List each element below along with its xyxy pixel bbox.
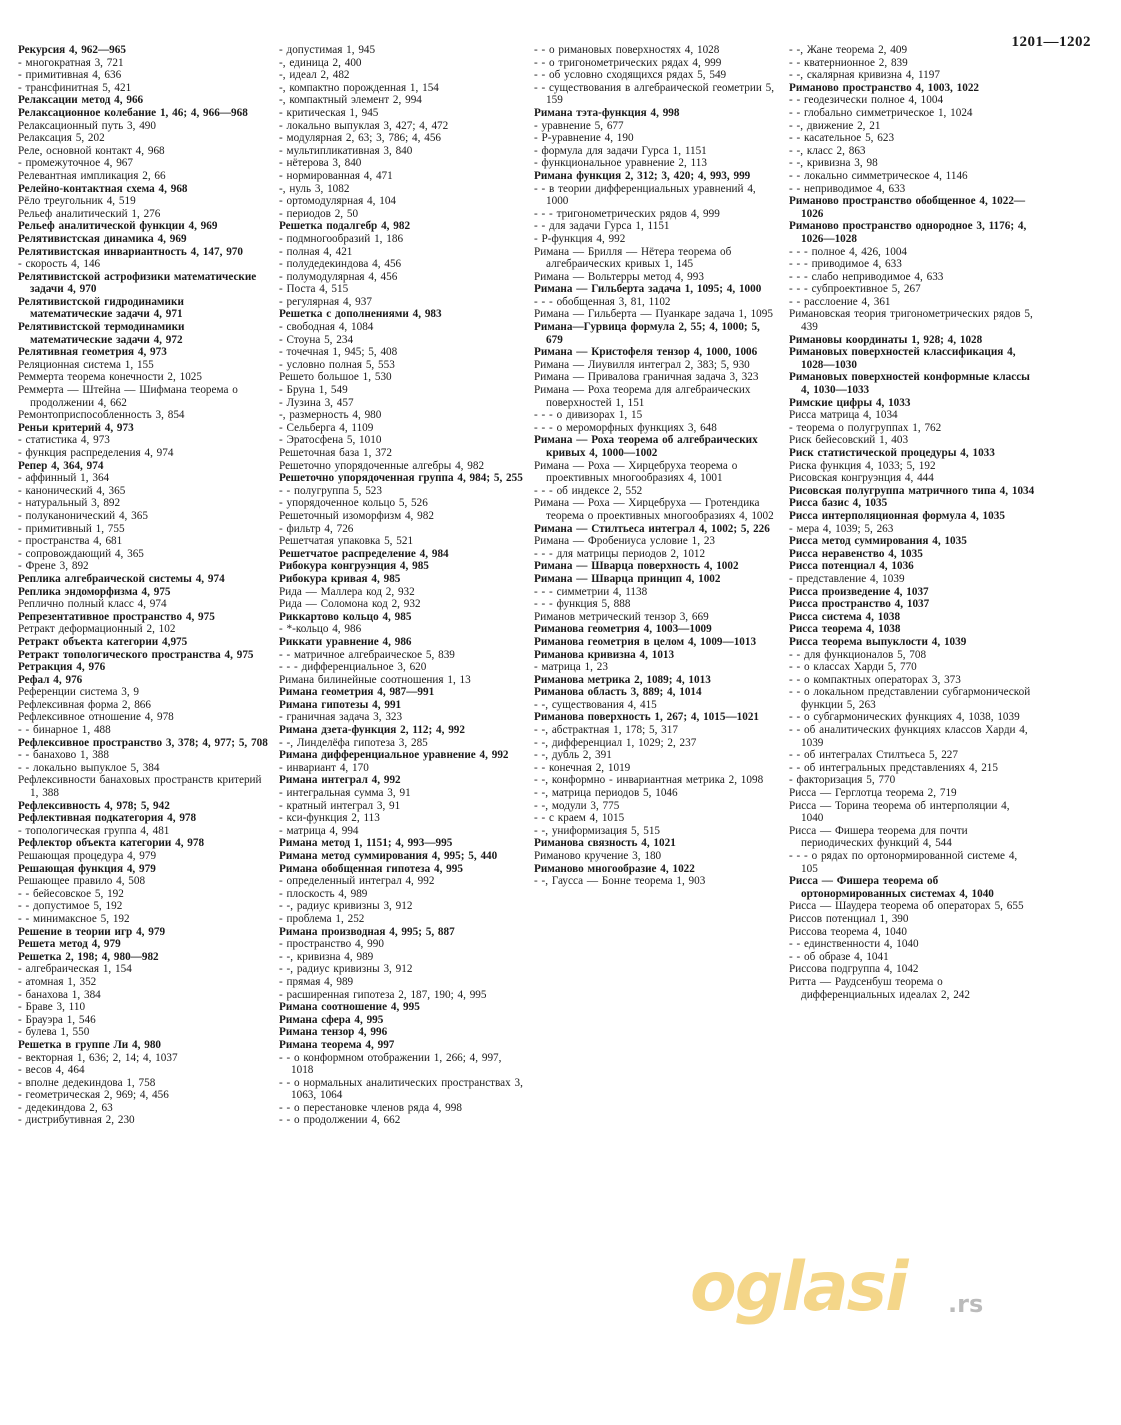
index-entry: - пространства 4, 681	[18, 535, 123, 548]
index-entry: - Браве 3, 110	[18, 1001, 86, 1014]
index-entry: - - существования в алгебраической геометрии 5, 159	[534, 81, 775, 107]
index-heading-entry: Рельеф аналитической функции 4, 969	[18, 220, 218, 233]
index-heading-entry: Решетчатое распределение 4, 984	[279, 547, 449, 560]
index-entry: Рефлексивная форма 2, 866	[18, 698, 151, 711]
index-entry: - -, конформно - инвариантная метрика 2, 1098	[534, 774, 764, 787]
index-heading-entry: Римана интеграл 4, 992	[279, 774, 401, 787]
index-entry: - - об интегралах Стилтьеса 5, 227	[789, 749, 958, 762]
index-heading-entry: Римана — Кристофеля тензор 4, 1000, 1006	[534, 346, 758, 359]
index-entry: - дистрибутивная 2, 230	[18, 1114, 135, 1127]
index-heading-entry: Релятивистская инвариантность 4, 147, 970	[18, 245, 243, 258]
index-heading-entry: Ретракция 4, 976	[18, 661, 106, 674]
index-heading-entry: Рибокура конгруэнция 4, 985	[279, 560, 429, 573]
index-entry: Решеточная база 1, 372	[279, 447, 392, 459]
index-entry: - -, класс 2, 863	[789, 144, 866, 157]
index-entry: - -, модули 3, 775	[534, 799, 620, 812]
index-entry: Римана — Роха теорема для алгебраических поверхностей 1, 151	[534, 384, 751, 409]
index-entry: - аффинный 1, 364	[18, 472, 110, 485]
index-entry: - - о римановых поверхностях 4, 1028	[534, 44, 720, 56]
index-entry: - геометрическая 2, 969; 4, 456	[18, 1089, 169, 1102]
index-entry: - допустимая 1, 945	[279, 44, 376, 56]
index-heading-entry: Релятивистской гидродинамики математические задачи 4, 971	[18, 295, 184, 321]
index-entry: - - о компактных операторах 3, 373	[789, 673, 961, 686]
index-heading-entry: Римановы координаты 1, 928; 4, 1028	[789, 333, 983, 346]
index-entry: Реплично полный класс 4, 974	[18, 598, 167, 611]
index-entry: - - локально симметрическое 4, 1146	[789, 169, 968, 182]
index-entry: - функция распределения 4, 974	[18, 447, 174, 459]
index-entry: - - неприводимое 4, 633	[789, 182, 906, 195]
index-entry: - граничная задача 3, 323	[279, 711, 403, 724]
index-entry: - полуканонический 4, 365	[18, 509, 148, 522]
index-heading-entry: Римановых поверхностей конформные классы 4, 1030—1033	[789, 371, 1030, 397]
index-entry: Рисовская конгруэнция 4, 444	[789, 472, 934, 485]
index-entry: - - - приводимое 4, 633	[789, 258, 902, 271]
index-columns	[18, 44, 1113, 1414]
index-entry: Рисса — Шаудера теорема об операторах 5, 655	[789, 900, 1024, 913]
index-entry: - функциональное уравнение 2, 113	[534, 157, 707, 170]
index-entry: - локально выпуклая 3, 427; 4, 472	[279, 119, 449, 132]
index-entry: - - о субгармонических функциях 4, 1038, 1039	[789, 711, 1020, 724]
index-entry: -, единица 2, 400	[279, 56, 362, 69]
index-entry: - - - дифференциальное 3, 620	[279, 661, 427, 674]
index-heading-entry: Римана функция 2, 312; 3, 420; 4, 993, 999	[534, 169, 751, 182]
index-entry: - булева 1, 550	[18, 1026, 90, 1039]
index-heading-entry: Риманова поверхность 1, 267; 4, 1015—1021	[534, 711, 760, 724]
index-entry: - - о классах Харди 5, 770	[789, 661, 917, 674]
index-entry: - сопровождающий 4, 365	[18, 547, 144, 560]
index-entry: - банахова 1, 384	[18, 988, 101, 1001]
index-heading-entry: Реплика алгебраической системы 4, 974	[18, 572, 225, 585]
index-heading-entry: Риманова геометрия в целом 4, 1009—1013	[534, 635, 757, 648]
index-entry: -, компактно порожденная 1, 154	[279, 81, 439, 94]
index-entry: Римановская теория тригонометрических рядов 5, 439	[789, 308, 1033, 334]
index-entry: Реммерта теорема конечности 2, 1025	[18, 371, 202, 384]
index-heading-entry: Римана обобщенная гипотеза 4, 995	[279, 862, 463, 875]
index-entry: - - - слабо неприводимое 4, 633	[789, 270, 944, 283]
index-heading-entry: Римана теорема 4, 997	[279, 1038, 395, 1051]
index-heading-entry: Репер 4, 364, 974	[18, 459, 104, 472]
index-heading-entry: Релятивная геометрия 4, 973	[18, 346, 167, 359]
index-entry: - - касательное 5, 623	[789, 132, 895, 145]
index-heading-entry: Реньи критерий 4, 973	[18, 421, 134, 434]
index-entry: Решающая процедура 4, 979	[18, 850, 157, 862]
index-entry: - -, скалярная кривизна 4, 1197	[789, 69, 940, 82]
index-entry: Рида — Маллера код 2, 932	[279, 585, 415, 598]
index-entry: - -, абстрактная 1, 178; 5, 317	[534, 724, 678, 737]
index-entry: - полумодулярная 4, 456	[279, 270, 398, 283]
index-heading-entry: Ретракт объекта категории 4,975	[18, 635, 188, 648]
index-entry: - определенный интеграл 4, 992	[279, 875, 435, 888]
index-heading-entry: Рисса теорема 4, 1038	[789, 623, 901, 636]
index-entry: - дедекиндова 2, 63	[18, 1101, 113, 1114]
index-heading-entry: Рисса — Фишера теорема об ортонормированных системах 4, 1040	[789, 875, 994, 900]
index-heading-entry: Решеточно упорядоченная группа 4, 984; 5, 255	[279, 472, 523, 485]
index-entry: Рисса — Герглотца теорема 2, 719	[789, 787, 957, 800]
index-entry: - -, радиус кривизны 3, 912	[279, 900, 413, 913]
index-heading-entry: Римана—Гурвица формула 2, 55; 4, 1000; 5, 679	[534, 321, 760, 346]
index-entry: - - - об индексе 2, 552	[534, 484, 643, 497]
index-entry: - инвариант 4, 170	[279, 761, 369, 774]
index-entry: Римана — Роха — Хирцебруха теорема о проективных многообразиях 4, 1001	[534, 459, 738, 485]
index-entry: - - о перестановке членов ряда 4, 998	[279, 1101, 462, 1114]
index-entry: - полная 4, 421	[279, 245, 353, 258]
index-entry: Решеточный изоморфизм 4, 982	[279, 509, 434, 522]
index-entry: - - для задачи Гурса 1, 1151	[534, 220, 670, 233]
index-heading-entry: Риманова кривизна 4, 1013	[534, 648, 675, 661]
index-heading-entry: Римана метод 1, 1151; 4, 993—995	[279, 837, 453, 850]
index-entry: - -, кривизна 3, 98	[789, 157, 878, 170]
index-heading-entry: Римана сфера 4, 995	[279, 1013, 384, 1026]
index-heading-entry: Релейно-контактная схема 4, 968	[18, 182, 188, 195]
index-heading-entry: Релятивистской термодинамики математические задачи 4, 972	[18, 321, 185, 346]
index-entry: - - конечная 2, 1019	[534, 761, 631, 774]
index-heading-entry: Риманово пространство обобщенное 4, 1022—1026	[789, 195, 1026, 220]
index-entry: -, идеал 2, 482	[279, 69, 350, 82]
index-heading-entry: Релаксации метод 4, 966	[18, 94, 144, 107]
index-entry: Римана билинейные соотношения 1, 13	[279, 673, 471, 686]
index-heading-entry: Рибокура кривая 4, 985	[279, 572, 401, 585]
index-entry: Рефлексивности банаховых пространств критерий 1, 388	[18, 774, 262, 800]
index-entry: - - локально выпуклое 5, 384	[18, 761, 160, 774]
index-heading-entry: Релаксационное колебание 1, 46; 4, 966—968	[18, 106, 248, 119]
index-entry: - - об образе 4, 1041	[789, 950, 889, 963]
index-entry: Рисса — Фишера теорема для почти периодических функций 4, 544	[789, 824, 968, 850]
index-entry: - -, Линделёфа гипотеза 3, 285	[279, 736, 428, 749]
index-heading-entry: Риманова область 3, 889; 4, 1014	[534, 686, 702, 699]
index-heading-entry: Релятивистской астрофизики математические задачи 4, 970	[18, 270, 257, 296]
index-heading-entry: Решетка с дополнениями 4, 983	[279, 308, 442, 321]
index-heading-entry: Рисса пространство 4, 1037	[789, 598, 930, 611]
index-entry: - - с краем 4, 1015	[534, 812, 625, 825]
index-entry: - Эратосфена 5, 1010	[279, 434, 382, 447]
index-entry: - - - субпроективное 5, 267	[789, 283, 921, 296]
index-entry: - мера 4, 1039; 5, 263	[789, 522, 894, 535]
index-entry: - факторизация 5, 770	[789, 774, 896, 787]
index-entry: Римана — Вольтерры метод 4, 993	[534, 270, 704, 283]
index-entry: - многократная 3, 721	[18, 56, 124, 69]
index-entry: - примитивный 1, 755	[18, 522, 125, 535]
index-heading-entry: Рисса базис 4, 1035	[789, 497, 888, 510]
index-entry: - алгебраическая 1, 154	[18, 963, 132, 976]
index-heading-entry: Рисса система 4, 1038	[789, 610, 901, 623]
index-entry: Римана — Гильберта — Пуанкаре задача 1, 1095	[534, 308, 773, 321]
index-entry: Римана — Роха — Хирцебруха — Гротендика теорема о проективных многообразиях 4, 1002	[534, 497, 774, 522]
index-entry: Рефлексивное отношение 4, 978	[18, 711, 174, 724]
index-entry: - пространство 4, 990	[279, 938, 384, 951]
index-heading-entry: Решетка 2, 198; 4, 980—982	[18, 950, 159, 963]
index-heading-entry: Релятивистская динамика 4, 969	[18, 232, 187, 245]
index-entry: - -, кривизна 4, 989	[279, 950, 374, 963]
index-heading-entry: Рисса произведение 4, 1037	[789, 585, 929, 598]
index-entry: - -, униформизация 5, 515	[534, 824, 661, 837]
index-heading-entry: Римана геометрия 4, 987—991	[279, 686, 435, 699]
index-heading-entry: Римана гипотезы 4, 991	[279, 698, 402, 711]
watermark-logo: oglasi	[690, 1248, 907, 1327]
index-column-4	[789, 44, 1035, 1414]
index-entry: Реле, основной контакт 4, 968	[18, 144, 165, 157]
index-entry: -, нуль 3, 1082	[279, 182, 350, 195]
index-entry: Риманово кручение 3, 180	[534, 850, 662, 862]
index-heading-entry: Решетка в группе Ли 4, 980	[18, 1038, 162, 1051]
index-entry: - -, радиус кривизны 3, 912	[279, 963, 413, 976]
index-entry: - уравнение 5, 677	[534, 119, 624, 132]
index-heading-entry: Решающая функция 4, 979	[18, 862, 156, 875]
index-entry: - нормированная 4, 471	[279, 169, 393, 182]
index-entry: - - бейесовское 5, 192	[18, 887, 124, 900]
index-heading-entry: Римана дифференциальное уравнение 4, 992	[279, 749, 509, 762]
index-entry: Риска функция 4, 1033; 5, 192	[789, 459, 936, 472]
index-entry: - - о локальном представлении субгармонической функции 5, 263	[789, 686, 1031, 711]
index-entry: - матрица 1, 23	[534, 661, 608, 674]
index-entry: - - банахово 1, 388	[18, 749, 109, 762]
index-entry: - промежуточное 4, 967	[18, 157, 133, 170]
index-entry: Референции система 3, 9	[18, 686, 140, 699]
index-entry: Рельеф аналитический 1, 276	[18, 207, 161, 220]
index-entry: - статистика 4, 973	[18, 434, 110, 447]
index-entry: Релевантная импликация 2, 66	[18, 169, 166, 182]
index-entry: - представление 4, 1039	[789, 572, 905, 585]
index-entry: - упорядоченное кольцо 5, 526	[279, 497, 428, 510]
index-entry: - - о нормальных аналитических пространствах 3, 1063, 1064	[279, 1076, 523, 1102]
index-entry: Ритта — Раудсенбуш теорема о дифференциальных идеалах 2, 242	[789, 975, 970, 1001]
index-heading-entry: Римана — Шварца поверхность 4, 1002	[534, 560, 739, 573]
index-entry: - Стоуна 5, 234	[279, 333, 354, 346]
index-entry: - теорема о полугруппах 1, 762	[789, 421, 942, 434]
index-entry: Рёло треугольник 4, 519	[18, 195, 136, 208]
index-entry: - точечная 1, 945; 5, 408	[279, 346, 398, 359]
index-entry: -, компактный элемент 2, 994	[279, 94, 422, 107]
index-heading-entry: Римана соотношение 4, 995	[279, 1001, 420, 1014]
index-heading-entry: Рисса теорема выпуклости 4, 1039	[789, 635, 967, 648]
index-entry: - - минимаксное 5, 192	[18, 912, 130, 925]
index-entry: - трансфинитная 5, 421	[18, 81, 132, 94]
index-entry: - - геодезически полное 4, 1004	[789, 94, 944, 107]
index-entry: Решетчатая упаковка 5, 521	[279, 535, 414, 548]
index-entry: - - - полное 4, 426, 1004	[789, 245, 908, 258]
index-entry: Римана — Брилля — Нётера теорема об алгебраических кривых 1, 145	[534, 245, 732, 271]
index-entry: - критическая 1, 945	[279, 106, 379, 119]
index-heading-entry: Римана тензор 4, 996	[279, 1026, 388, 1039]
index-entry: Реляционная система 1, 155	[18, 358, 154, 371]
index-heading-entry: Римана тэта-функция 4, 998	[534, 106, 680, 119]
index-entry: - - - о мероморфных функциях 3, 648	[534, 421, 717, 434]
index-entry: - - об интегральных представлениях 4, 215	[789, 761, 998, 774]
index-entry: - Поста 4, 515	[279, 283, 349, 296]
index-entry: - формула для задачи Гурса 1, 1151	[534, 144, 707, 157]
index-heading-entry: Риманова связность 4, 1021	[534, 837, 676, 850]
index-heading-entry: Римские цифры 4, 1033	[789, 396, 911, 409]
index-heading-entry: Риманово пространство 4, 1003, 1022	[789, 81, 980, 94]
index-entry: - нётерова 3, 840	[279, 157, 362, 170]
index-entry: - - в теории дифференциальных уравнений 4, 1000	[534, 182, 756, 208]
index-entry: - мультипликативная 3, 840	[279, 144, 413, 157]
index-entry: - -, дифференциал 1, 1029; 2, 237	[534, 736, 697, 749]
index-entry: - - расслоение 4, 361	[789, 295, 891, 308]
index-heading-entry: Рисса метод суммирования 4, 1035	[789, 535, 967, 548]
index-entry: - -, существования 4, 415	[534, 698, 657, 711]
index-entry: Риск бейесовский 1, 403	[789, 434, 909, 447]
index-heading-entry: Римана — Гильберта задача 1, 1095; 4, 1000	[534, 283, 762, 296]
index-heading-entry: Решетка подалгебр 4, 982	[279, 220, 411, 233]
index-column-3	[534, 44, 780, 1414]
index-heading-entry: Рисса неравенство 4, 1035	[789, 547, 923, 560]
index-entry: Риссова теорема 4, 1040	[789, 925, 907, 938]
index-entry: - *-кольцо 4, 986	[279, 623, 362, 636]
index-entry: - кси-функция 2, 113	[279, 812, 380, 825]
index-heading-entry: Репрезентативное пространство 4, 975	[18, 610, 215, 623]
index-heading-entry: Римана дзета-функция 2, 112; 4, 992	[279, 724, 465, 737]
index-heading-entry: Ретракт топологического пространства 4, 975	[18, 648, 254, 661]
index-heading-entry: Рефал 4, 976	[18, 673, 83, 686]
index-entry: Римана — Фробениуса условие 1, 23	[534, 535, 716, 548]
index-entry: - - единственности 4, 1040	[789, 938, 919, 951]
index-entry: Риманов метрический тензор 3, 669	[534, 610, 709, 623]
index-entry: Риссова подгруппа 4, 1042	[789, 963, 919, 976]
index-entry: - - об аналитических функциях классов Харди 4, 1039	[789, 724, 1028, 749]
index-entry: - - - обобщенная 3, 81, 1102	[534, 295, 671, 308]
index-entry: - Сельберга 4, 1109	[279, 421, 374, 434]
index-entry: - свободная 4, 1084	[279, 321, 374, 334]
index-heading-entry: Риманова метрика 2, 1089; 4, 1013	[534, 673, 711, 686]
index-column-1	[18, 44, 270, 1414]
index-entry: - - о тригонометрических рядах 4, 999	[534, 56, 722, 69]
index-heading-entry: Риск статистической процедуры 4, 1033	[789, 447, 995, 459]
index-entry: - регулярная 4, 937	[279, 295, 372, 308]
index-entry: - матрица 4, 994	[279, 824, 359, 837]
index-entry: - - о продолжении 4, 662	[279, 1114, 401, 1127]
index-heading-entry: Рисса потенциал 4, 1036	[789, 560, 914, 573]
index-heading-entry: Римана — Шварца принцип 4, 1002	[534, 572, 721, 585]
index-entry: - натуральный 3, 892	[18, 497, 121, 510]
index-heading-entry: Римана — Стилтьеса интеграл 4, 1002; 5, 226	[534, 522, 770, 535]
index-entry: Ретракт деформационный 2, 102	[18, 623, 176, 636]
index-entry: - - - функция 5, 888	[534, 598, 631, 611]
index-entry: Релаксационный путь 3, 490	[18, 119, 156, 132]
index-entry: - - - о дивизорах 1, 15	[534, 409, 643, 422]
index-entry: - весов 4, 464	[18, 1064, 85, 1077]
index-heading-entry: Риманово многообразие 4, 1022	[534, 862, 695, 875]
index-entry: - Френе 3, 892	[18, 560, 89, 573]
index-heading-entry: Рефлексивное пространство 3, 378; 4, 977; 5, 708	[18, 736, 268, 749]
index-entry: Решающее правило 4, 508	[18, 875, 146, 888]
index-entry: - - о конформном отображении 1, 266; 4, 997, 1018	[279, 1051, 502, 1077]
index-entry: - -, Жане теорема 2, 409	[789, 44, 908, 56]
index-entry: Рида — Соломона код 2, 932	[279, 598, 421, 611]
watermark-domain: .rs	[948, 1290, 984, 1318]
index-entry: - - - симметрии 4, 1138	[534, 585, 648, 598]
index-entry: - периодов 2, 50	[279, 207, 359, 220]
index-heading-entry: Риккати уравнение 4, 986	[279, 635, 412, 648]
index-entry: - ортомодулярная 4, 104	[279, 195, 397, 208]
index-entry: - проблема 1, 252	[279, 912, 365, 925]
index-heading-entry: Реплика эндоморфизма 4, 975	[18, 585, 171, 598]
index-entry: - примитивная 4, 636	[18, 69, 122, 82]
index-entry: - интегральная сумма 3, 91	[279, 787, 411, 800]
index-entry: - прямая 4, 989	[279, 975, 354, 988]
index-entry: -, размерность 4, 980	[279, 409, 382, 422]
index-heading-entry: Решение в теории игр 4, 979	[18, 925, 166, 938]
index-entry: - модулярная 2, 63; 3, 786; 4, 456	[279, 132, 442, 145]
index-entry: - P-уравнение 4, 190	[534, 132, 634, 145]
index-entry: - - для функционалов 5, 708	[789, 648, 927, 661]
index-entry: - -, движение 2, 21	[789, 119, 881, 132]
index-entry: - - кватернионное 2, 839	[789, 56, 908, 69]
index-entry: - канонический 4, 365	[18, 484, 126, 497]
index-entry: - - глобально симметрическое 1, 1024	[789, 106, 973, 119]
index-heading-entry: Риманово пространство однородное 3, 1176; 4, 1026—1028	[789, 220, 1027, 245]
page-number: 1201—1202	[1011, 34, 1091, 50]
index-entry: - плоскость 4, 989	[279, 887, 368, 900]
index-entry: Ремонтоприспособленность 3, 854	[18, 409, 185, 422]
index-heading-entry: Римана метод суммирования 4, 995; 5, 440	[279, 850, 498, 862]
index-heading-entry: Рисовская полугруппа матричного типа 4, 1034	[789, 484, 1035, 497]
index-entry: - векторная 1, 636; 2, 14; 4, 1037	[18, 1051, 178, 1064]
index-entry: - - матричное алгебраическое 5, 839	[279, 648, 455, 661]
index-heading-entry: Римана — Роха теорема об алгебраических кривых 4, 1000—1002	[534, 434, 758, 459]
index-entry: - - - для матрицы периодов 2, 1012	[534, 547, 706, 560]
index-entry: Рисса — Торина теорема об интерполяции 4, 1040	[789, 799, 1010, 825]
index-entry: Решето большое 1, 530	[279, 371, 392, 384]
index-entry: - - бинарное 1, 488	[18, 724, 111, 737]
index-entry: - -, дубль 2, 391	[534, 749, 612, 762]
index-entry: - P-функция 4, 992	[534, 232, 626, 245]
index-column-2	[279, 44, 525, 1414]
index-entry: - скорость 4, 146	[18, 258, 101, 271]
index-heading-entry: Рекурсия 4, 962—965	[18, 44, 126, 56]
index-entry: - расширенная гипотеза 2, 187, 190; 4, 995	[279, 988, 487, 1001]
index-entry: Риссов потенциал 1, 390	[789, 912, 909, 925]
index-entry: - -, матрица периодов 5, 1046	[534, 787, 678, 800]
index-heading-entry: Римановых поверхностей классификация 4, 1028—1030	[789, 346, 1016, 371]
index-entry: Решеточно упорядоченные алгебры 4, 982	[279, 459, 485, 472]
index-entry: - кратный интеграл 3, 91	[279, 799, 401, 812]
index-heading-entry: Рефлективная подкатегория 4, 978	[18, 812, 197, 825]
index-entry: - вполне дедекиндова 1, 758	[18, 1076, 156, 1089]
index-heading-entry: Риманова геометрия 4, 1003—1009	[534, 623, 712, 636]
index-entry: Римана — Привалова граничная задача 3, 323	[534, 371, 759, 384]
index-heading-entry: Решета метод 4, 979	[18, 938, 121, 951]
index-entry: - - - о рядах по ортонормированной системе 4, 105	[789, 850, 1018, 875]
index-entry: - подмногообразий 1, 186	[279, 232, 404, 245]
index-entry: Рисса матрица 4, 1034	[789, 409, 898, 422]
index-entry: Римана — Лиувилля интеграл 2, 383; 5, 930	[534, 358, 750, 371]
index-entry: Релаксация 5, 202	[18, 132, 105, 145]
index-entry: - условно полная 5, 553	[279, 358, 395, 371]
index-entry: - топологическая группа 4, 481	[18, 824, 170, 837]
index-entry: - Лузина 3, 457	[279, 396, 354, 409]
index-entry: - Брауэра 1, 546	[18, 1013, 96, 1026]
index-entry: - фильтр 4, 726	[279, 522, 354, 535]
index-entry: - атомная 1, 352	[18, 975, 97, 988]
index-entry: - - допустимое 5, 192	[18, 900, 123, 913]
index-entry: - - - тригонометрических рядов 4, 999	[534, 207, 720, 220]
index-heading-entry: Рисса интерполяционная формула 4, 1035	[789, 509, 1005, 522]
index-heading-entry: Риккартово кольцо 4, 985	[279, 610, 412, 623]
index-entry: - - полугруппа 5, 523	[279, 484, 382, 497]
index-entry: Реммерта — Штейна — Шифмана теорема о продолжении 4, 662	[18, 384, 238, 409]
index-heading-entry: Римана производная 4, 995; 5, 887	[279, 925, 455, 938]
index-heading-entry: Рефлексивность 4, 978; 5, 942	[18, 799, 170, 812]
index-entry: - - об условно сходящихся рядах 5, 549	[534, 69, 727, 82]
index-heading-entry: Рефлектор объекта категории 4, 978	[18, 837, 205, 850]
index-entry: - полудедекиндова 4, 456	[279, 258, 402, 271]
index-entry: - Бруна 1, 549	[279, 384, 348, 397]
index-entry: - -, Гаусса — Бонне теорема 1, 903	[534, 875, 706, 888]
